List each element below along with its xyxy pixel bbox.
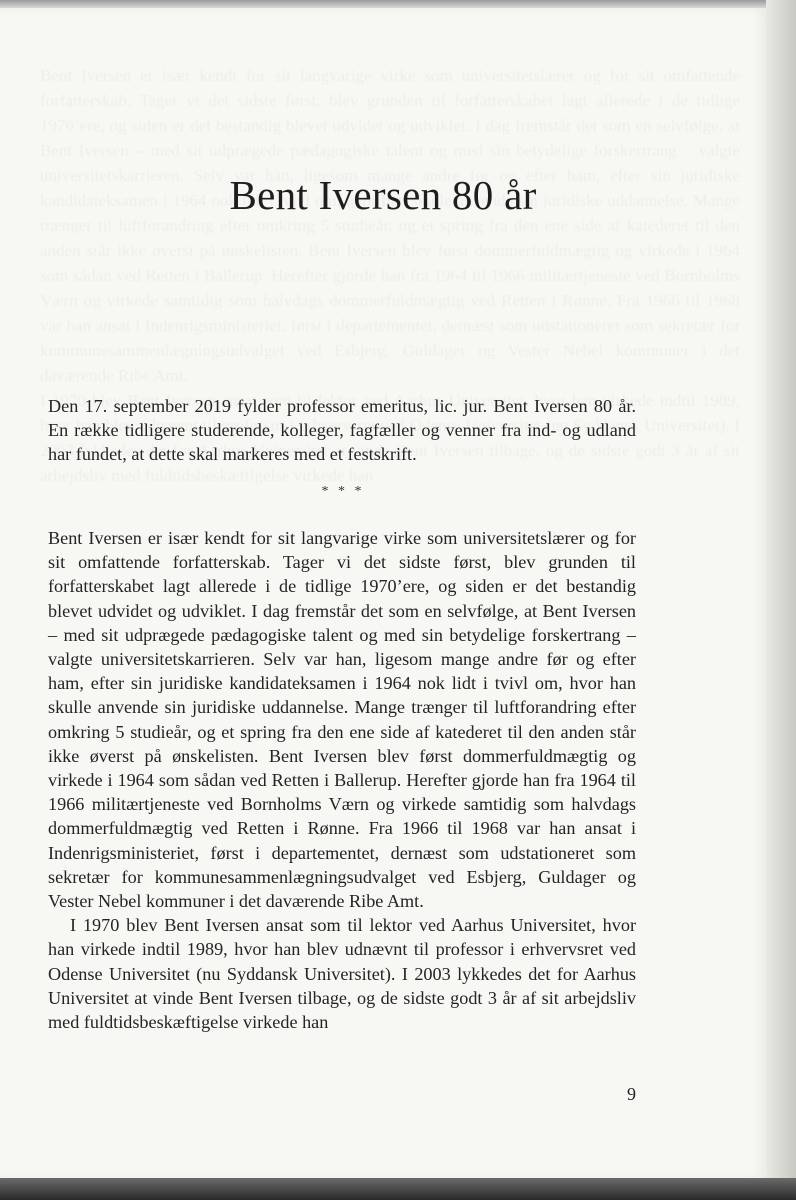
scan-right-edge (766, 0, 796, 1200)
intro-paragraph (48, 394, 636, 467)
page-title: Bent Iversen 80 år (229, 172, 537, 218)
scan-top-edge (0, 0, 796, 8)
body-text (48, 526, 636, 1034)
section-separator: * * * (321, 484, 365, 499)
body-paragraph-1: Bent Iversen er især kendt for sit langvarige virke som universitetslærer og for sit omfattende forfatterskab. Tager vi det sidste først, blev grunden til forfatterskabet lagt allerede i de tidlige 1970’ere, og siden er det bestandig blevet udvidet og udviklet. I dag fremstår det som en selvfølge, at Bent Iversen – med sit udprægede pædagogiske talent og med sin betydelige forskertrang – valgte universitetskarrieren. Selv var han, ligesom mange andre før og efter ham, efter sin juridiske kandidateksamen i 1964 nok lidt i tvivl om, hvor han skulle anvende sin juridiske uddannelse. Mange trænger til luftforandring efter omkring 5 studieår, og et spring fra den ene side af katederet til den anden står ikke øverst på ønskelisten. Bent Iversen blev først dommerfuldmægtig og virkede i 1964 som sådan ved Retten i Ballerup. Herefter gjorde han fra 1964 til 1966 militærtjeneste ved Bornholms Værn og virkede samtidig som halvdags dommerfuldmægtig ved Retten i Rønne. Fra 1966 til 1968 var han ansat i Indenrigsministeriet, først i departementet, dernæst som udstationeret som sekretær for kommunesammenlægningsudvalget ved Esbjerg, Guldager og Vester Nebel kommuner i det daværende Ribe Amt. (48, 528, 636, 912)
scan-bottom-edge (0, 1178, 796, 1200)
body-paragraph-2: I 1970 blev Bent Iversen ansat som til lektor ved Aarhus Universitet, hvor han virkede indtil 1989, hvor han blev udnævnt til professor i erhvervsret ved Odense Universitet (nu Syddansk Universitet). I 2003 lykkedes det for Aarhus Universitet at vinde Bent Iversen tilbage, og de sidste godt 3 år af sit arbejdsliv med fuldtidsbeskæftigelse virkede han (48, 915, 636, 1033)
book-page (0, 8, 766, 1178)
page-number: 9 (627, 1084, 636, 1104)
intro-text: Den 17. september 2019 fylder professor emeritus, lic. jur. Bent Iversen 80 år. En række tidligere studerende, kolleger, fagfæller og venner fra ind- og udland har fundet, at dette skal markeres med et festskrift. (48, 396, 636, 465)
